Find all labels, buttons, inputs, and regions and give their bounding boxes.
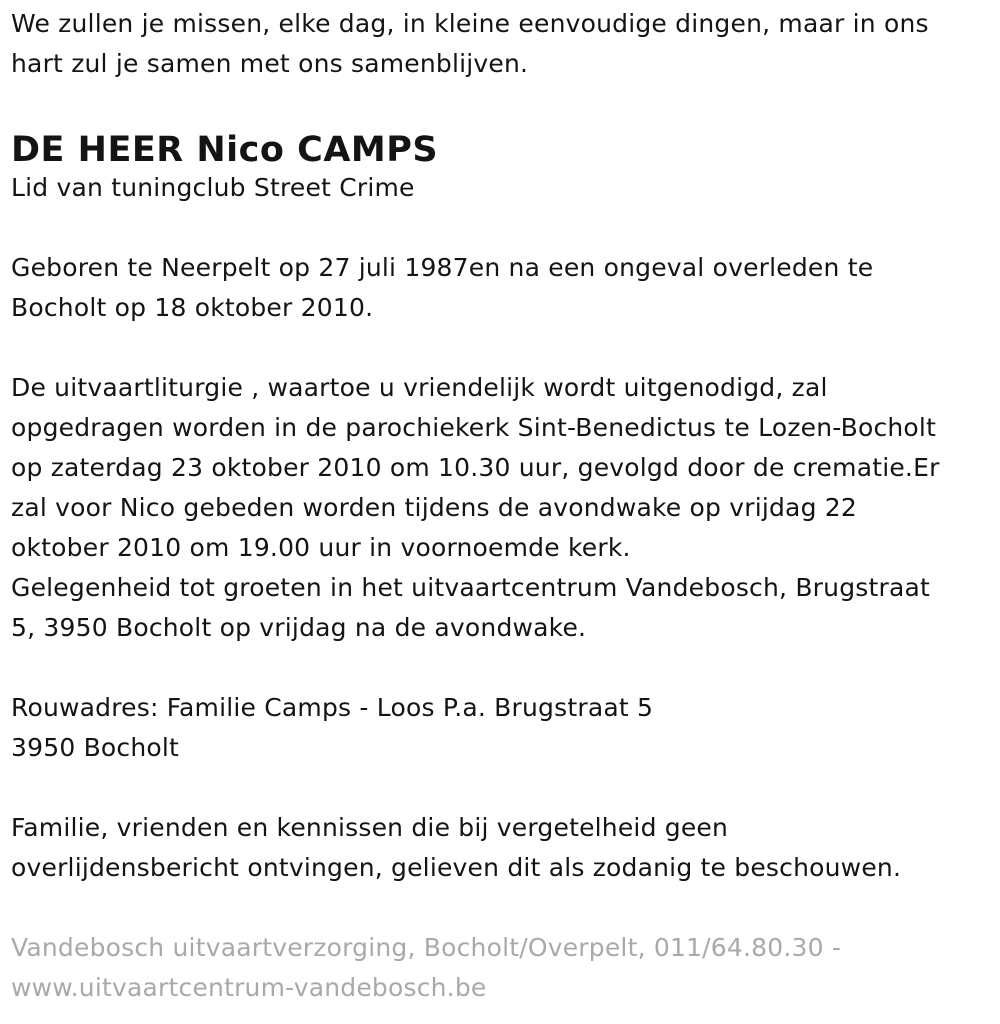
intro-line: We zullen je missen, elke dag, in kleine eenvoudige dingen, maar in ons xyxy=(11,9,929,38)
address-line: 3950 Bocholt xyxy=(11,733,180,762)
paragraph-line: zal voor Nico gebeden worden tijdens de avondwake op vrijdag 22 xyxy=(11,493,857,522)
paragraph-line: overlijdensbericht ontvingen, gelieven dit als zodanig te beschouwen. xyxy=(11,853,902,882)
intro-line: hart zul je samen met ons samenblijven. xyxy=(11,49,529,78)
footer-line: Vandebosch uitvaartverzorging, Bocholt/Overpelt, 011/64.80.30 - xyxy=(11,933,842,962)
address-line: Rouwadres: Familie Camps - Loos P.a. Brugstraat 5 xyxy=(11,693,654,722)
deceased-header xyxy=(11,128,993,208)
paragraph-line: op zaterdag 23 oktober 2010 om 10.30 uur, gevolgd door de crematie.Er xyxy=(11,453,940,482)
spacer xyxy=(11,328,993,368)
mourning-address xyxy=(11,688,993,768)
spacer xyxy=(11,208,993,248)
paragraph-line: 5, 3950 Bocholt op vrijdag na de avondwake. xyxy=(11,613,587,642)
paragraph-line: Geboren te Neerpelt op 27 juli 1987en na een ongeval overleden te xyxy=(11,253,874,282)
spacer xyxy=(11,888,993,928)
deceased-name: DE HEER Nico CAMPS xyxy=(11,130,439,170)
ceremony-paragraph xyxy=(11,368,993,648)
notice-paragraph xyxy=(11,808,993,888)
paragraph-line: De uitvaartliturgie , waartoe u vriendelijk wordt uitgenodigd, zal xyxy=(11,373,828,402)
paragraph-line: Familie, vrienden en kennissen die bij vergetelheid geen xyxy=(11,813,729,842)
spacer xyxy=(11,768,993,808)
birth-death-paragraph xyxy=(11,248,993,328)
paragraph-line: oktober 2010 om 19.00 uur in voornoemde kerk. xyxy=(11,533,631,562)
paragraph-line: opgedragen worden in de parochiekerk Sint-Benedictus te Lozen-Bocholt xyxy=(11,413,937,442)
obituary-notice xyxy=(11,4,993,1008)
deceased-subtitle: Lid van tuningclub Street Crime xyxy=(11,173,415,202)
paragraph-line: Gelegenheid tot groeten in het uitvaartcentrum Vandebosch, Brugstraat xyxy=(11,573,931,602)
funeral-home-footer xyxy=(11,928,993,1008)
paragraph-line: Bocholt op 18 oktober 2010. xyxy=(11,293,374,322)
spacer xyxy=(11,648,993,688)
footer-website-link[interactable]: www.uitvaartcentrum-vandebosch.be xyxy=(11,973,487,1002)
intro-quote xyxy=(11,4,993,84)
